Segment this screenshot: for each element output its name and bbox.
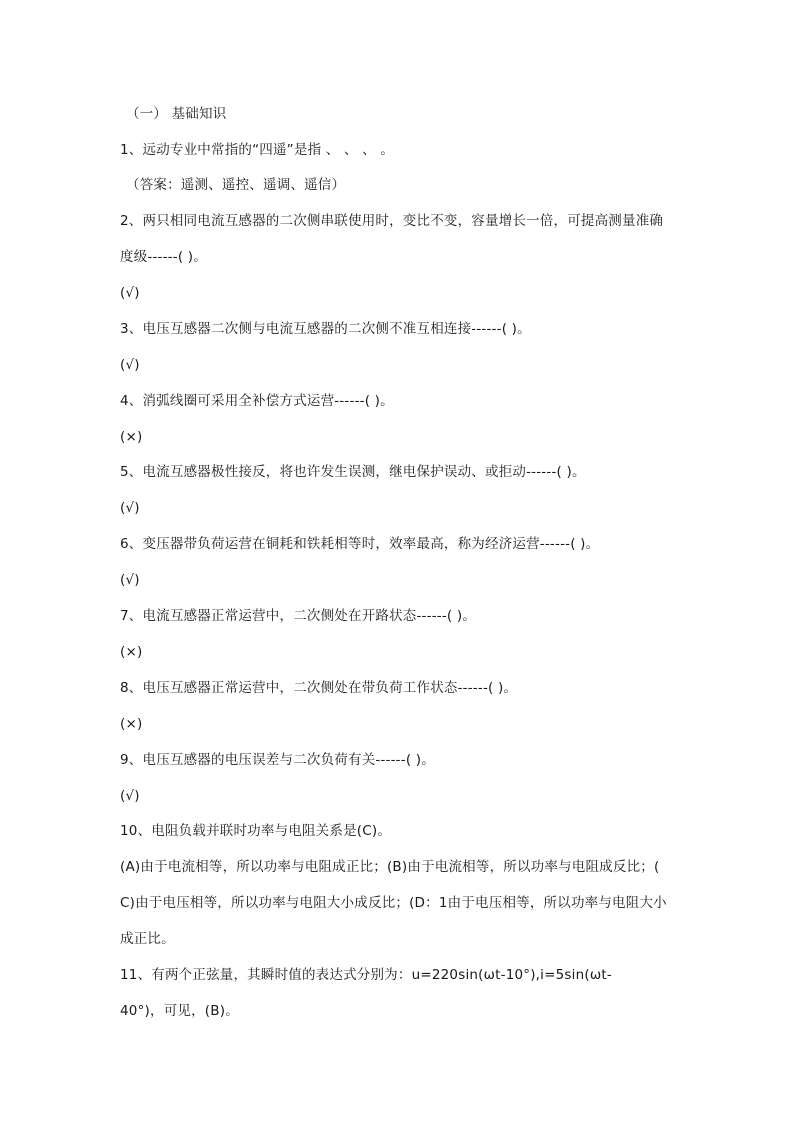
question-4: 4、消弧线圈可采用全补偿方式运营------( )。: [120, 393, 394, 409]
question-11-line-1: 11、有两个正弦量，其瞬时值的表达式分别为：u=220sin(ωt-10°),i=5sin(ωt-: [120, 967, 612, 983]
question-5: 5、电流互感器极性接反，将也许发生误测，继电保护误动、或拒动------( )。: [120, 464, 586, 480]
question-10-options-line-3: 成正比。: [120, 931, 175, 947]
question-3: 3、电压互感器二次侧与电流互感器的二次侧不准互相连接------( )。: [120, 321, 531, 337]
answer-7: (×): [120, 644, 143, 660]
answer-1: （答案：遥测、遥控、遥调、遥信）: [126, 177, 346, 193]
question-6: 6、变压器带负荷运营在铜耗和铁耗相等时，效率最高，称为经济运营------( )。: [120, 536, 600, 552]
answer-2: (√): [120, 285, 140, 301]
question-10: 10、电阻负载并联时功率与电阻关系是(C)。: [120, 823, 392, 839]
question-2-line-2: 度级------( )。: [120, 249, 207, 265]
answer-3: (√): [120, 357, 140, 373]
answer-4: (×): [120, 429, 143, 445]
question-11-line-2: 40°)，可见，(B)。: [120, 1003, 239, 1019]
question-10-options-line-2: C)由于电压相等，所以功率与电阻大小成反比；(D：1由于电压相等，所以功率与电阻大小: [120, 895, 667, 911]
question-10-options-line-1: (A)由于电流相等，所以功率与电阻成正比；(B)由于电流相等，所以功率与电阻成反比；(: [120, 859, 660, 875]
section-heading: （一） 基础知识: [126, 106, 227, 122]
answer-5: (√): [120, 500, 140, 516]
question-8: 8、电压互感器正常运营中，二次侧处在带负荷工作状态------( )。: [120, 680, 518, 696]
answer-8: (×): [120, 716, 143, 732]
question-1: 1、远动专业中常指的“四遥”是指 、 、 、 。: [120, 142, 395, 158]
answer-6: (√): [120, 572, 140, 588]
question-2-line-1: 2、两只相同电流互感器的二次侧串联使用时，变比不变，容量增长一倍，可提高测量准确: [120, 213, 664, 229]
question-7: 7、电流互感器正常运营中，二次侧处在开路状态------( )。: [120, 608, 477, 624]
question-9: 9、电压互感器的电压误差与二次负荷有关------( )。: [120, 752, 435, 768]
answer-9: (√): [120, 788, 140, 804]
